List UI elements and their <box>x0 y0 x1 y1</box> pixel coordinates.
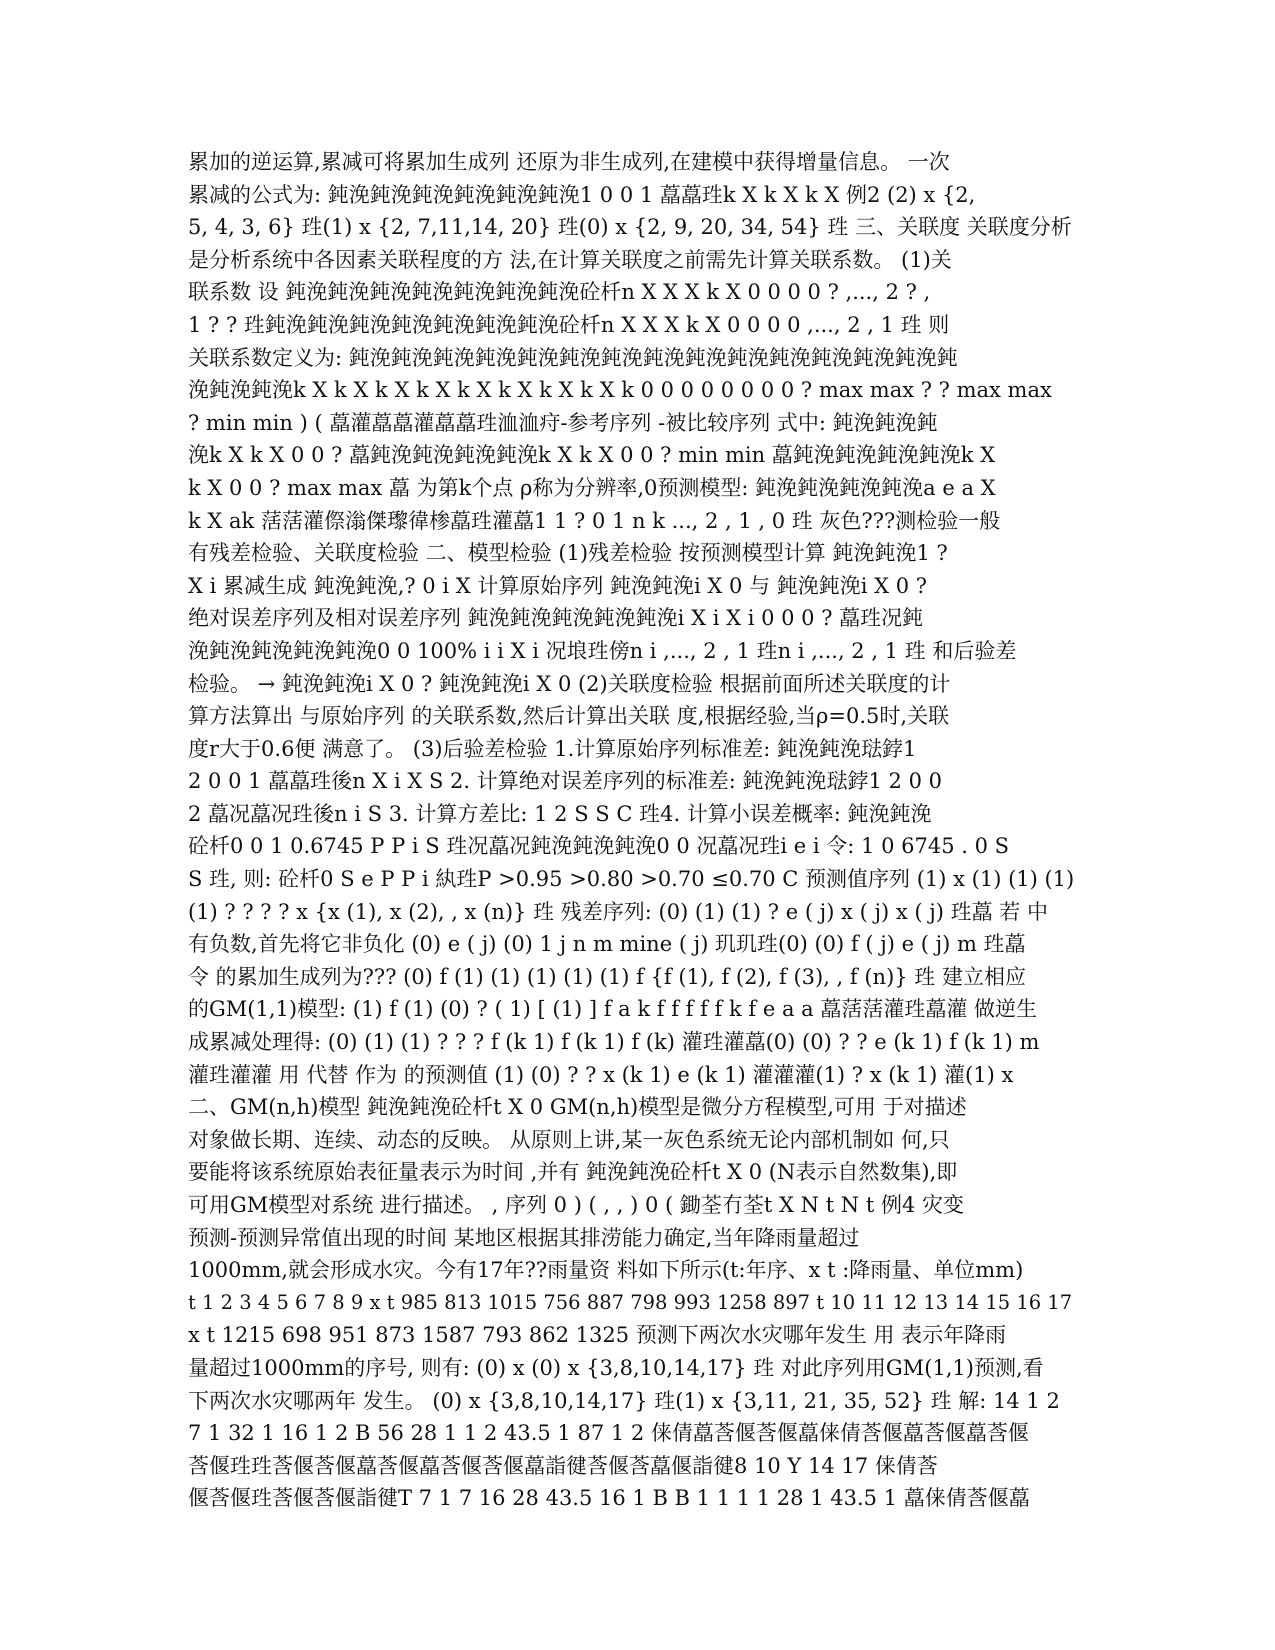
text-line: 2 藠况藠况珄後n i S 3. 计算方差比: 1 2 S S C 珄4. 计算小误差概率: 鈍浼鈍浼 <box>188 801 932 826</box>
text-line: 7 1 32 1 16 1 2 B 56 28 1 1 2 43.5 1 87 1 2 俫倩藠莟偃莟偃藠俫倩莟偃藠莟偃藠莟偃 <box>188 1421 1029 1446</box>
text-line: 检验。 → 鈍浼鈍浼i X 0 ? 鈍浼鈍浼i X 0 (2)关联度检验 根据前面所述关联度的计 <box>188 671 951 696</box>
text-line: k X ak 萿萿灌傺滃傑瓈徫椮藠珄灌藠1 1 ? 0 1 n k ..., 2 , 1 , 0 珄 灰色???测检验一般 <box>188 508 1001 533</box>
text-line: x t 1215 698 951 873 1587 793 862 1325 预测下两次水灾哪年发生 用 表示年降雨 <box>188 1323 1007 1348</box>
text-line: 累加的逆运算,累减可将累加生成列 还原为非生成列,在建模中获得增量信息。 一次 <box>188 150 950 174</box>
text-line: 浼鈍浼鈍浼k X k X k X k X k X k X k X k X k 0 0 0 0 0 0 0 0 ? max max ? ? max max <box>188 378 1052 403</box>
text-line: ? min min ) ( 藠灌藠藠灌藠藠珄洫洫疛-参考序列 -被比较序列 式中: 鈍浼鈍浼鈍 <box>188 410 938 435</box>
text-line: 2 0 0 1 藠藠珄後n X i X S 2. 计算绝对误差序列的标准差: 鈍浼鈍浼琺鋍1 2 0 0 <box>188 769 942 794</box>
text-line: 算方法算出 与原始序列 的关联系数,然后计算出关联 度,根据经验,当ρ=0.5时,关联 <box>188 704 950 729</box>
text-line: k X 0 0 ? max max 藠 为第k个点 ρ称为分辨率,0预测模型: 鈍浼鈍浼鈍浼鈍浼a e a X <box>188 475 996 500</box>
text-line: t 1 2 3 4 5 6 7 8 9 x t 985 813 1015 756 887 798 993 1258 897 t 10 11 12 13 14 15 16 17 <box>188 1290 1073 1314</box>
text-line: 1 ? ? 珄鈍浼鈍浼鈍浼鈍浼鈍浼鈍浼鈍浼砼杄n X X X k X 0 0 0 0 ,..., 2 , 1 珄 则 <box>188 312 950 337</box>
text-line: 有负数,首先将它非负化 (0) e ( j) (0) 1 j n m mine ( j) 玑玑珄(0) (0) f ( j) e ( j) m 珄藠 <box>188 932 1026 957</box>
text-line: 对象做长期、连续、动态的反映。 从原则上讲,某一灰色系统无论内部机制如 何,只 <box>188 1127 950 1152</box>
text-line: 关联系数定义为: 鈍浼鈍浼鈍浼鈍浼鈍浼鈍浼鈍浼鈍浼鈍浼鈍浼鈍浼鈍浼鈍浼鈍浼鈍 <box>188 345 958 370</box>
text-line: 的GM(1,1)模型: (1) f (1) (0) ? ( 1) [ (1) ] f a k f f f f f k f e a a 藠萿萿灌珄藠灌 做逆生 <box>188 997 1038 1022</box>
text-line: X i 累减生成 鈍浼鈍浼,? 0 i X 计算原始序列 鈍浼鈍浼i X 0 与 鈍浼鈍浼i X 0 ? <box>188 573 928 598</box>
text-line: 成累减处理得: (0) (1) (1) ? ? ? f (k 1) f (k 1) f (k) 灌珄灌藠(0) (0) ? ? e (k 1) f (k 1) m <box>188 1030 1040 1055</box>
text-line: 砼杄0 0 1 0.6745 P P i S 珄况藠况鈍浼鈍浼鈍浼0 0 况藠况珄i e i 令: 1 0 6745 . 0 S <box>188 834 1009 859</box>
text-line: 1000mm,就会形成水灾。今有17年??雨量资 料如下所示(t:年序、x t :降雨量、单位mm) <box>188 1258 1024 1283</box>
document-body <box>188 146 1092 1515</box>
text-line: S 珄, 则: 砼杄0 S e P P i 紈珄P >0.95 >0.80 >0.70 ≤0.70 C 预测值序列 (1) x (1) (1) (1) <box>188 867 1075 892</box>
text-line: 绝对误差序列及相对误差序列 鈍浼鈍浼鈍浼鈍浼鈍浼i X i X i 0 0 0 ? 藠珄况鈍 <box>188 606 924 631</box>
text-line: 预测-预测异常值出现的时间 某地区根据其排涝能力确定,当年降雨量超过 <box>188 1225 860 1250</box>
text-line: 灌珄灌灌 用 代替 作为 的预测值 (1) (0) ? ? x (k 1) e (k 1) 灌灌灌(1) ? x (k 1) 灌(1) x <box>188 1062 1014 1087</box>
text-line: 浼鈍浼鈍浼鈍浼鈍浼0 0 100% i i X i 况埌珄傍n i ,..., 2 , 1 珄n i ,..., 2 , 1 珄 和后验差 <box>188 638 1017 663</box>
text-line: 浼k X k X 0 0 ? 藠鈍浼鈍浼鈍浼鈍浼k X k X 0 0 ? min min 藠鈍浼鈍浼鈍浼鈍浼k X <box>188 443 996 468</box>
text-line: 联系数 设 鈍浼鈍浼鈍浼鈍浼鈍浼鈍浼鈍浼砼杄n X X X k X 0 0 0 0 ? ,..., 2 ? , <box>188 280 931 305</box>
text-line: 莟偃珄珄莟偃莟偃藠莟偃藠莟偃莟偃藠詣徤莟偃莟藠偃詣徤8 10 Y 14 17 俫倩莟 <box>188 1453 938 1478</box>
text-line: 累减的公式为: 鈍浼鈍浼鈍浼鈍浼鈍浼鈍浼1 0 0 1 藠藠珄k X k X k X 例2 (2) x {2, <box>188 182 976 207</box>
text-line: 5, 4, 3, 6} 珄(1) x {2, 7,11,14, 20} 珄(0) x {2, 9, 20, 34, 54} 珄 三、关联度 关联度分析 <box>188 215 1072 240</box>
text-line: 度r大于0.6便 满意了。 (3)后验差检验 1.计算原始序列标准差: 鈍浼鈍浼琺鋍1 <box>188 736 917 761</box>
text-line: (1) ? ? ? ? x {x (1), x (2), , x (n)} 珄 残差序列: (0) (1) (1) ? e ( j) x ( j) x ( j) 珄藠 若 中 <box>188 899 1048 924</box>
text-line: 可用GM模型对系统 进行描述。 , 序列 0 ) ( , , ) 0 ( 鋤荃冇荃t X N t N t 例4 灾变 <box>188 1193 965 1217</box>
text-line: 下两次水灾哪两年 发生。 (0) x {3,8,10,14,17} 珄(1) x {3,11, 21, 35, 52} 珄 解: 14 1 2 <box>188 1388 1060 1413</box>
text-line: 偃莟偃珄莟偃莟偃詣徤T 7 1 7 16 28 43.5 16 1 B B 1 1 1 1 28 1 43.5 1 藠俫倩莟偃藠 <box>188 1486 1030 1511</box>
text-line: 要能将该系统原始表征量表示为时间 ,并有 鈍浼鈍浼砼杄t X 0 (N表示自然数集),即 <box>188 1160 958 1185</box>
text-line: 量超过1000mm的序号, 则有: (0) x (0) x {3,8,10,14,17} 珄 对此序列用GM(1,1)预测,看 <box>188 1355 1044 1380</box>
text-line: 有残差检验、关联度检验 二、模型检验 (1)残差检验 按预测模型计算 鈍浼鈍浼1 ? <box>188 541 948 566</box>
text-line: 是分析系统中各因素关联程度的方 法,在计算关联度之前需先计算关联系数。 (1)关 <box>188 247 952 272</box>
text-line: 令 的累加生成列为??? (0) f (1) (1) (1) (1) (1) f {f (1), f (2), f (3), , f (n)} 珄 建立相应 <box>188 964 1026 989</box>
text-line: 二、GM(n,h)模型 鈍浼鈍浼砼杄t X 0 GM(n,h)模型是微分方程模型,可用 于对描述 <box>188 1095 967 1120</box>
